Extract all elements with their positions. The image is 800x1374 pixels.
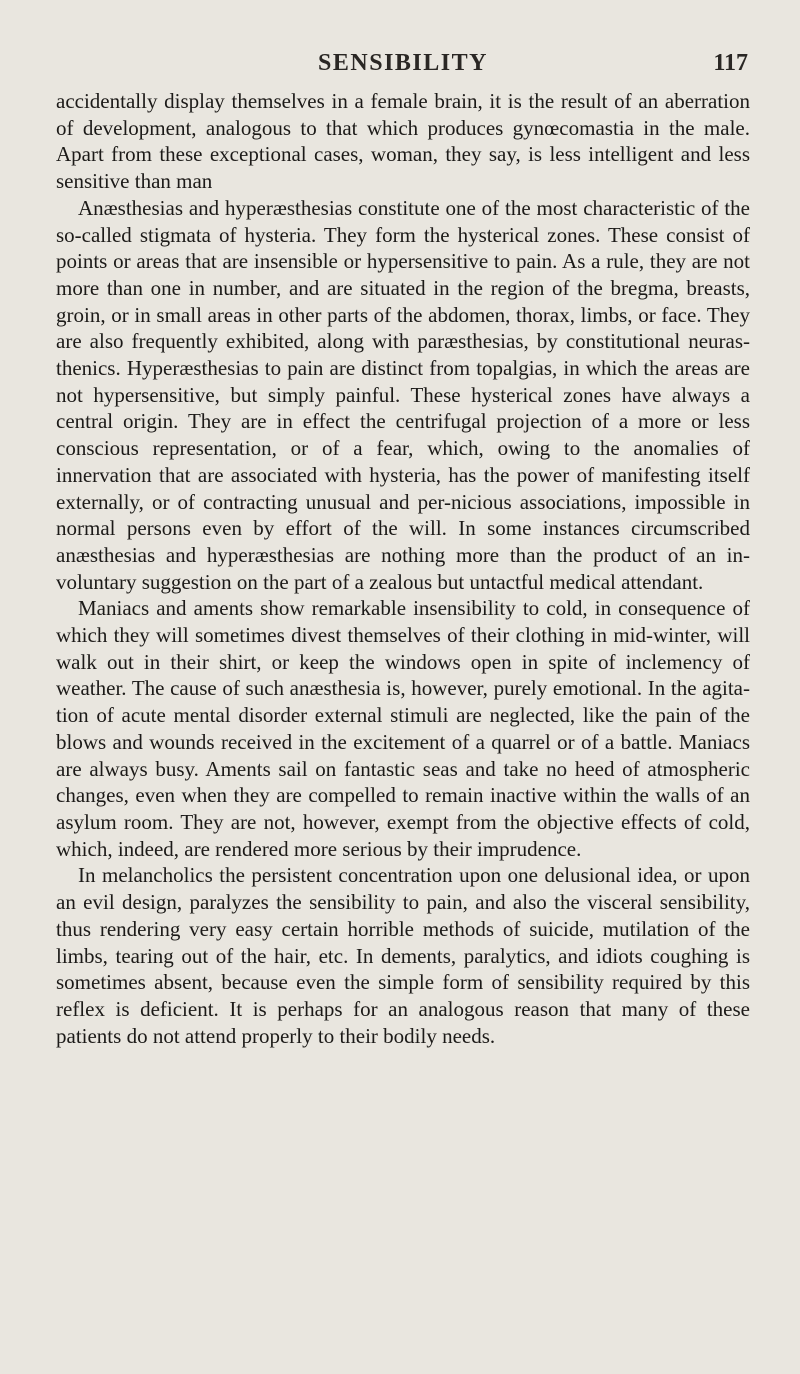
paragraph-maniacs: Maniacs and aments show remarkable insensibility to cold, in consequence of which they will sometimes divest themselves of their clothing in mid-winter, will walk out in their shirt, or keep the windows open in spite of inclemency of weather. The cause of such anæsthesia is, however, purely emotional. In the agita-tion of acute mental disorder external stimuli are neglected, like the pain of the blows and wounds received in the excitement of a quarrel or of a battle. Maniacs are always busy. Aments sail on fantastic seas and take no heed of atmospheric changes, even when they are compelled to remain inactive within the walls of an asylum room. They are not, however, exempt from the objective effects of cold, which, indeed, are rendered more serious by their imprudence. [56, 596, 750, 861]
page-number: 117 [713, 50, 748, 76]
running-title: SENSIBILITY [318, 50, 488, 76]
paragraph-continuation: accidentally display themselves in a female brain, it is the result of an aberration of development, analogous to that which produces gynœcomastia in the male. Apart from these exceptional cases, woman, they say, is less intelligent and less sensitive than man [56, 89, 750, 194]
paragraph-anaesthesias: Anæsthesias and hyperæsthesias constitute one of the most characteristic of the so-called stigmata of hysteria. They form the hysterical zones. These consist of points or areas that are insensible or hypersensitive to pain. As a rule, they are not more than one in number, and are situated in the region of the bregma, breasts, groin, or in small areas in other parts of the abdomen, thorax, limbs, or face. They are also frequently exhibited, along with paræsthesias, by constitutional neuras-thenics. Hyperæsthesias to pain are distinct from topalgias, in which the areas are not hypersensitive, but simply painful. These hysterical zones have always a central origin. They are in effect the centrifugal projection of a more or less conscious representation, or of a fear, which, owing to the anomalies of innervation that are associated with hysteria, has the power of manifesting itself externally, or of contracting unusual and per-nicious associations, impossible in normal persons even by effort of the will. In some instances circumscribed anæsthesias and hyperæsthesias are nothing more than the product of an in-voluntary suggestion on the part of a zealous but untactful medical attendant. [56, 195, 750, 594]
body-text [56, 88, 750, 1049]
running-head [58, 50, 748, 84]
paragraph-melancholics: In melancholics the persistent concentration upon one delusional idea, or upon an evil design, paralyzes the sensibility to pain, and also the visceral sensibility, thus rendering very easy certain horrible methods of suicide, mutilation of the limbs, tearing out of the hair, etc. In dements, paralytics, and idiots coughing is sometimes absent, because even the simple form of sensibility required by this reflex is deficient. It is perhaps for an analogous reason that many of these patients do not attend properly to their bodily needs. [56, 863, 750, 1048]
